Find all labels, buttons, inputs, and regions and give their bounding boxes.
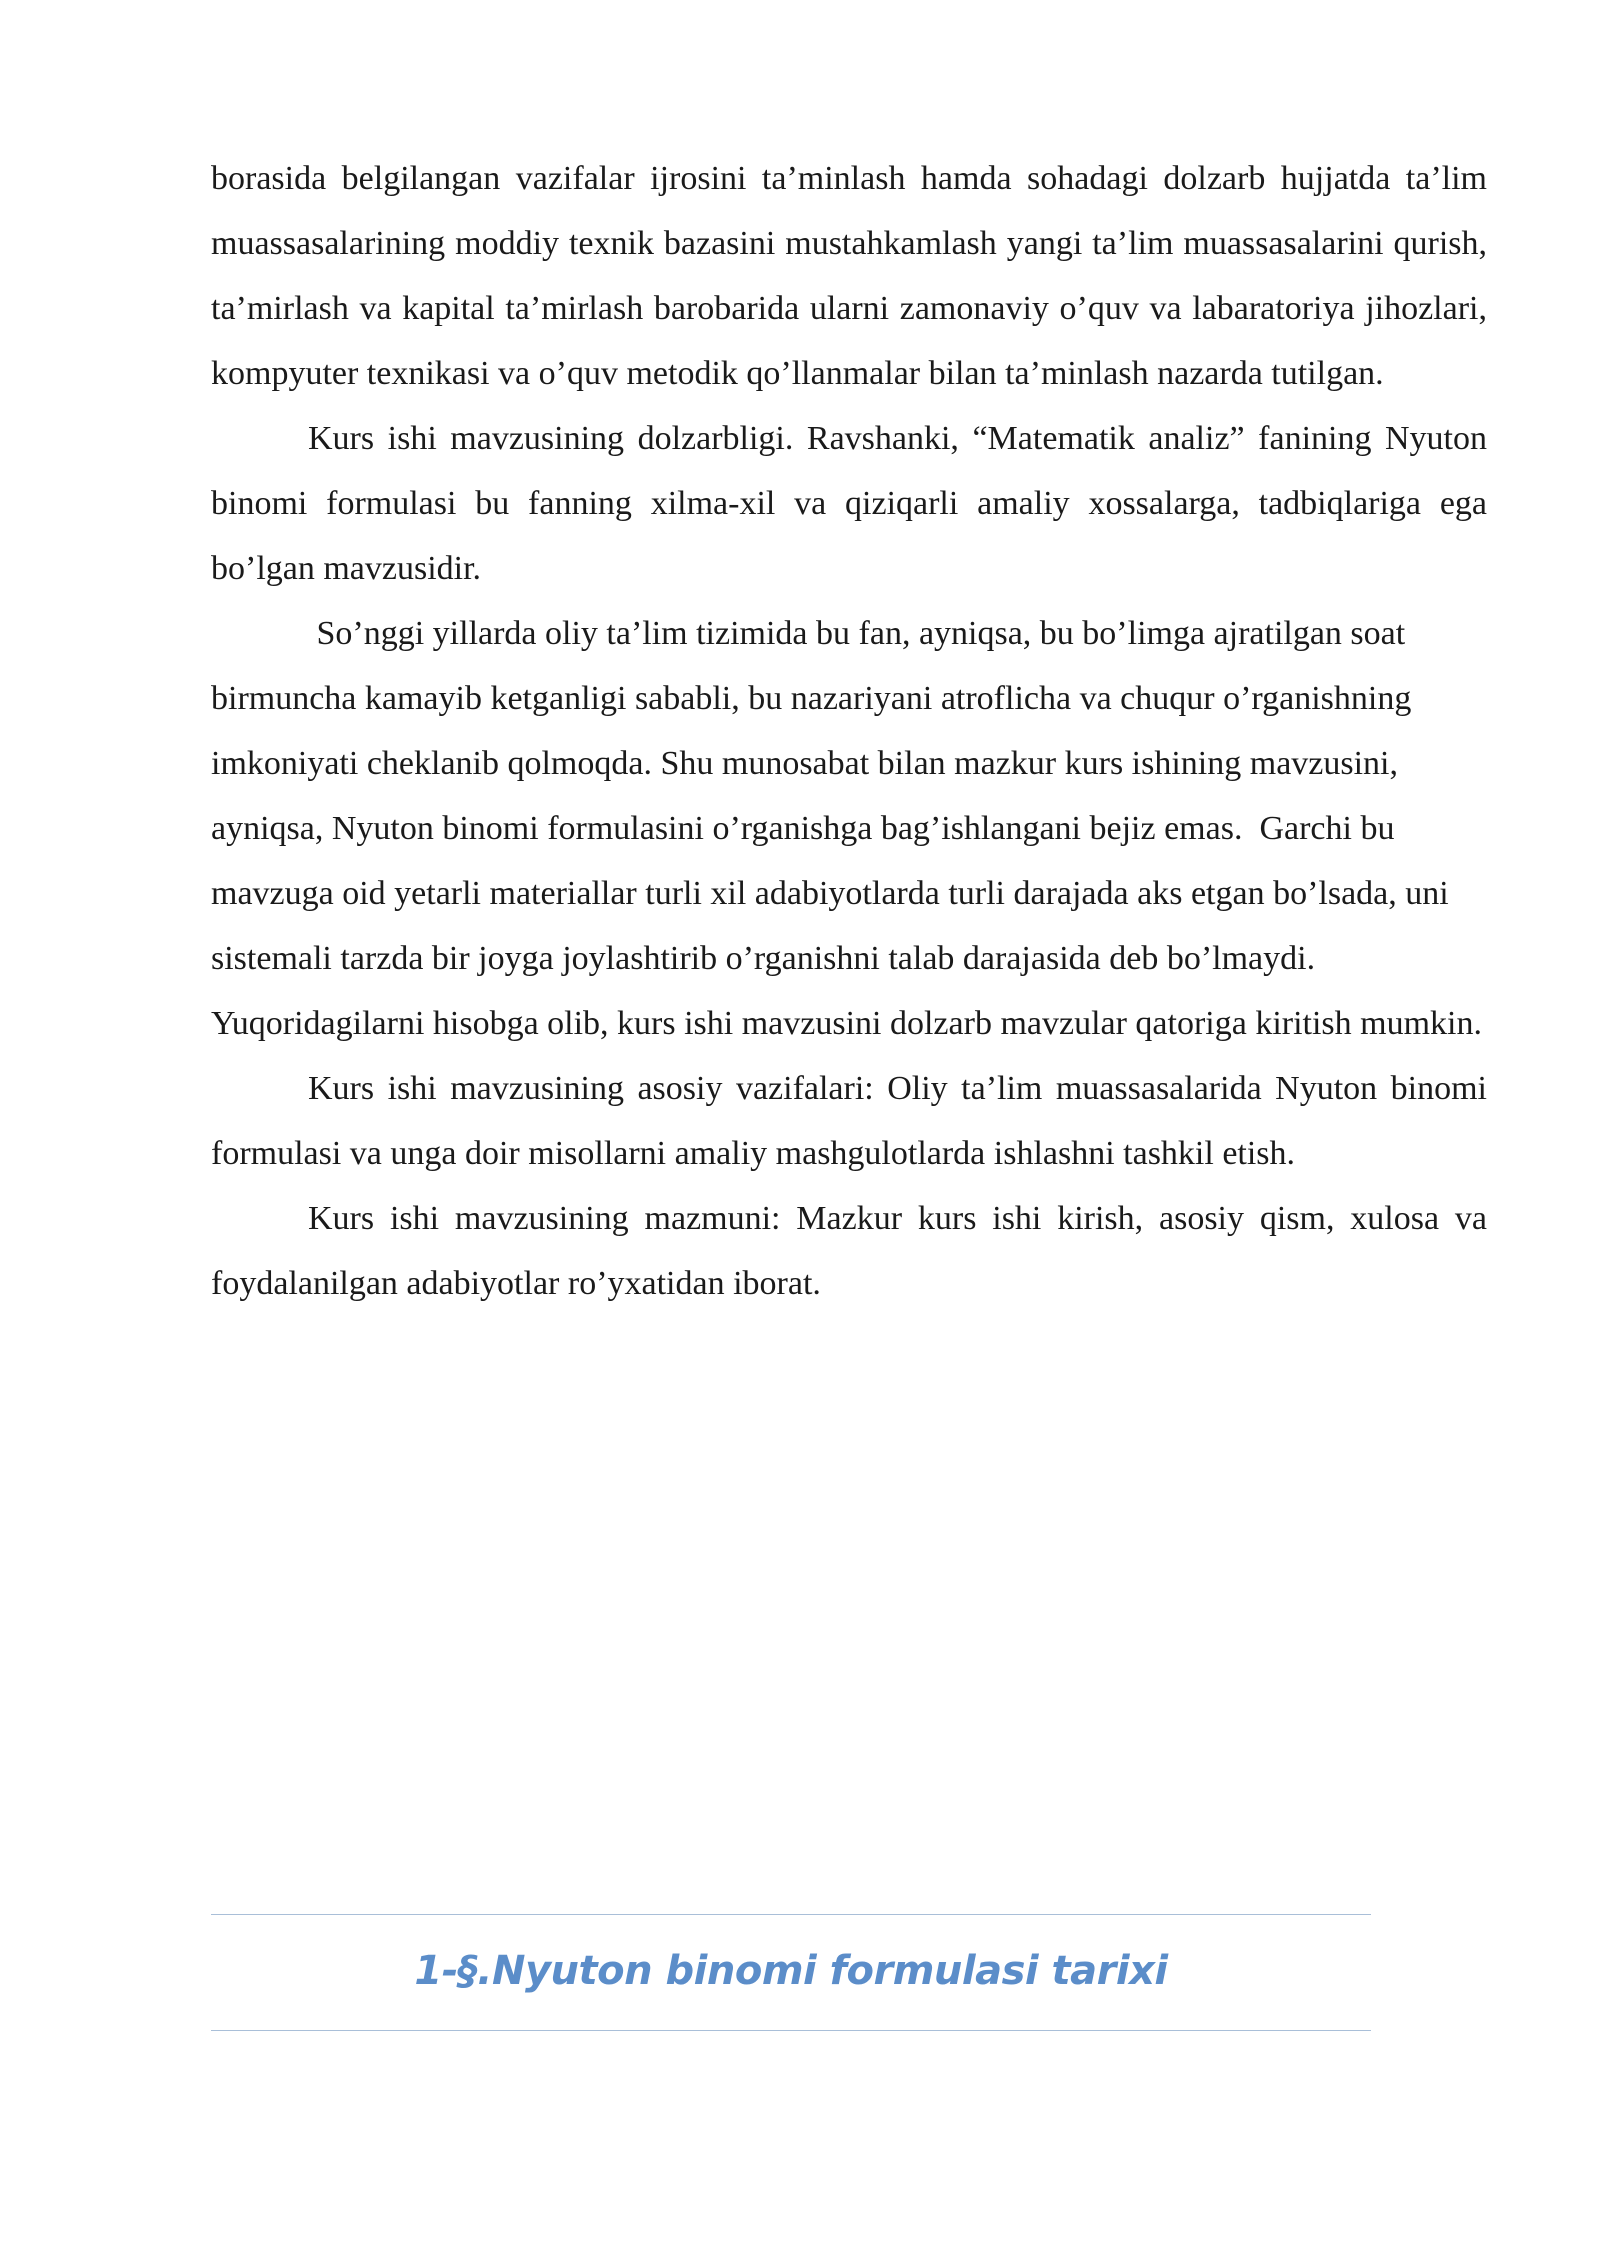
heading-bottom-rule (211, 2030, 1371, 2031)
paragraph-main-tasks: Kurs ishi mavzusining asosiy vazifalari: Oliy ta’lim muassasalarida Nyuton binomi formulasi va unga doir misollarni amaliy mashgulotlarda ishlashni tashkil etish. (211, 1070, 1487, 1172)
paragraph-goals-continuation: borasida belgilangan vazifalar ijrosini ta’minlash hamda sohadagi dolzarb hujjatda ta’lim muassasalarining moddiy texnik bazasini mustahkamlash yangi ta’lim muassasalarini qurish, ta’mirlash va kapital ta’mirlash barobarida ularni zamonaviy o’quv va labaratoriya jihozlari, kompyuter texnikasi va o’quv metodik qo’llanmalar bilan ta’minlash nazarda tutilgan. (211, 160, 1487, 392)
heading-top-rule (211, 1914, 1371, 1915)
section-heading-block (211, 1914, 1371, 2032)
paragraph-content: Kurs ishi mavzusining mazmuni: Mazkur kurs ishi kirish, asosiy qism, xulosa va foydalanilgan adabiyotlar ro’yxatidan iborat. (211, 1200, 1487, 1302)
paragraph-recent-years: So’nggi yillarda oliy ta’lim tizimida bu fan, ayniqsa, bu bo’limga ajratilgan soat birmuncha kamayib ketganligi sababli, bu nazariyani atroflicha va chuqur o’rganishning imkoniyati cheklanib qolmoqda. Shu munosabat bilan mazkur kurs ishining mavzusini, ayniqsa, Nyuton binomi formulasini o’rganishga bag’ishlangani bejiz emas. Garchi bu mavzuga oid yetarli materiallar turli xil adabiyotlarda turli darajada aks etgan bo’lsada, uni sistemali tarzda bir joyga joylashtirib o’rganishni talab darajasida deb bo’lmaydi. Yuqoridagilarni hisobga olib, kurs ishi mavzusini dolzarb mavzular qatoriga kiritish mumkin. (211, 615, 1482, 1042)
document-body (211, 146, 1487, 1316)
section-heading: 1-§.Nyuton binomi formulasi tarixi (414, 1948, 1168, 1994)
paragraph-relevance: Kurs ishi mavzusining dolzarbligi. Ravshanki, “Matematik analiz” fanining Nyuton binomi formulasi bu fanning xilma-xil va qiziqarli amaliy xossalarga, tadbiqlariga ega bo’lgan mavzusidir. (211, 420, 1487, 587)
